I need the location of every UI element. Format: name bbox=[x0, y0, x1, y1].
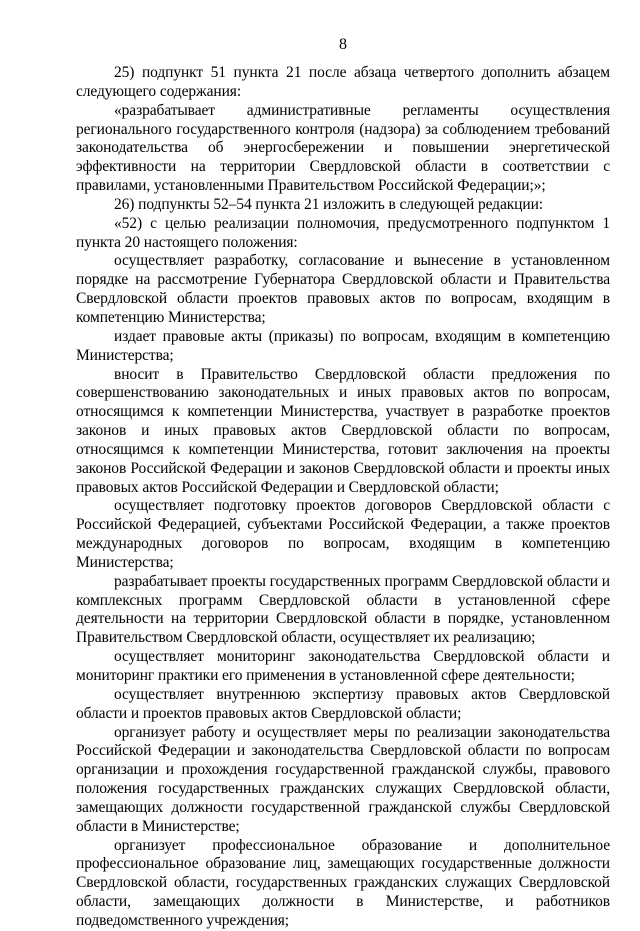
paragraph-education: организует профессиональное образование и дополнительное профессиональное образование лиц, замещающих государственные должности Свердловской области, государственных гражданских служащих Свердловской области, замещающих должности в Министерстве, и работников подведомственного учреждения; bbox=[76, 836, 610, 929]
paragraph-25-amendment: 25) подпункт 51 пункта 21 после абзаца четвертого дополнить абзацем следующего содержания: bbox=[76, 64, 610, 100]
page-number: 8 bbox=[339, 36, 347, 53]
document-body bbox=[76, 64, 610, 931]
paragraph-drafting: осуществляет разработку, согласование и вынесение в установленном порядке на рассмотрение Губернатора Свердловской области и Правительства Свердловской области проектов правовых актов по вопросам, входящим в компетенцию Министерства; bbox=[76, 252, 610, 326]
paragraph-52-intro: «52) с целью реализации полномочия, предусмотренного подпунктом 1 пункта 20 настоящего положения: bbox=[76, 214, 610, 251]
paragraph-civil-service: организует работу и осуществляет меры по реализации законодательства Российской Федерации и законодательства Свердловской области по вопросам организации и прохождения государственной гражданской службы, правового положения государственных гражданских служащих Свердловской области, замещающих должности государственной гражданской службы Свердловской области в Министерстве; bbox=[76, 723, 610, 835]
paragraph-proposals: вносит в Правительство Свердловской области предложения по совершенствованию законодательных и иных правовых актов по вопросам, относящимся к компетенции Министерства, участвует в разработке проектов законов и иных правовых актов Свердловской области по вопросам, относящимся к компетенции Министерства, готовит заключения на проекты законов Российской Федерации и законов Свердловской области и проекты иных правовых актов Российской Федерации и Свердловской области; bbox=[76, 365, 610, 496]
paragraph-monitoring: осуществляет мониторинг законодательства Свердловской области и мониторинг практики его применения в установленной сфере деятельности; bbox=[76, 648, 610, 684]
paragraph-26-amendment: 26) подпункты 52–54 пункта 21 изложить в следующей редакции: bbox=[114, 195, 543, 213]
paragraph-treaties: осуществляет подготовку проектов договоров Свердловской области с Российской Федерацией, субъектами Российской Федерации, а также проектов международных договоров по вопросам, входящим в компетенцию Министерства; bbox=[76, 497, 610, 571]
paragraph-orders: издает правовые акты (приказы) по вопросам, входящим в компетенцию Министерства; bbox=[76, 327, 610, 364]
paragraph-expertise: осуществляет внутреннюю экспертизу правовых актов Свердловской области и проектов правовых актов Свердловской области; bbox=[76, 685, 610, 722]
paragraph-quoted-regulations: «разрабатывает административные регламенты осуществления регионального государственного контроля (надзора) за соблюдением требований законодательства об энергосбережении и повышении энергетической эффективности на территории Свердловской области в соответствии с правилами, установленными Правительством Российской Федерации;»; bbox=[76, 101, 610, 195]
paragraph-programs: разрабатывает проекты государственных программ Свердловской области и комплексных программ Свердловской области в установленной сфере деятельности на территории Свердловской области в порядке, установленном Правительством Свердловской области, осуществляет их реализацию; bbox=[76, 572, 610, 647]
